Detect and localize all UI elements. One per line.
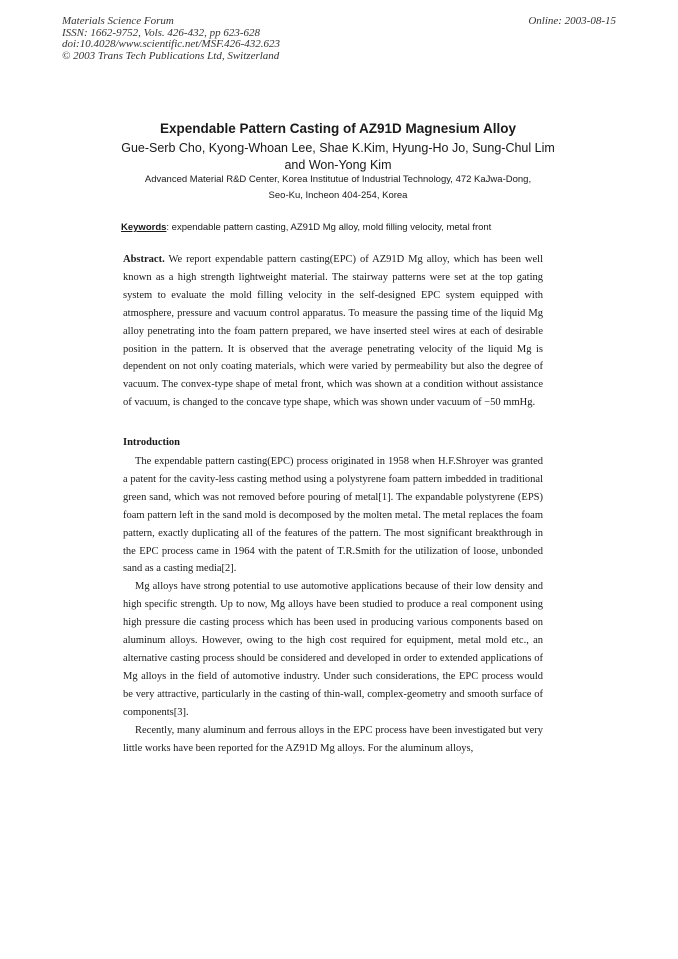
paragraph: The expendable pattern casting(EPC) process originated in 1958 when H.F.Shroyer was granted a patent for the cavity-less casting method using a polystyrene foam pattern imbedded in traditional green sand, which was not removed before pouring of metal[1]. The expandable polystyrene (EPS) foam pattern left in the sand mold is decomposed by the molten metal. The metal replaces the foam pattern, exactly duplicating all of the features of the pattern. The most significant breakthrough in the EPC process came in 1964 with the patent of T.R.Smith for the utilization of loose, unbonded sand as a casting media[2].	[123, 456, 543, 575]
doi-line: doi:10.4028/www.scientific.net/MSF.426-432.623	[62, 38, 281, 50]
affiliation-line-1: Advanced Material R&D Center, Korea Institutue of Industrial Technology, 472 KaJwa-Dong,	[144, 174, 532, 185]
paper-title: Expendable Pattern Casting of AZ91D Magnesium Alloy	[159, 121, 517, 136]
affiliation	[118, 172, 558, 204]
abstract	[123, 251, 543, 412]
online-date: Online: 2003-08-15	[528, 15, 616, 27]
paragraph: Mg alloys have strong potential to use automotive applications because of their low density and high specific strength. Up to now, Mg alloys have been studied to produce a real component using high pressure die casting process which has been used in producing various components based on aluminum alloys. However, owing to the high cost required for equipment, metal mold etc., an alternative casting process should be considered and developed in order to extended applications of Mg alloys in the field of automotive industry. Under such considerations, the EPC process would be very attractive, particularly in the casting of thin-wall, complex-geometry and smooth surface of components[3].	[123, 581, 543, 718]
keywords-text: : expendable pattern casting, AZ91D Mg alloy, mold filling velocity, metal front	[166, 222, 492, 233]
affiliation-line-2: Seo-Ku, Incheon 404-254, Korea	[268, 190, 408, 201]
journal-name: Materials Science Forum	[62, 15, 174, 27]
introduction-body	[123, 453, 543, 757]
abstract-text: We report expendable pattern casting(EPC) of AZ91D Mg alloy, which has been well known as a high strength lightweight material. The stairway patterns were set at the top gating system to evaluate the mold filling velocity in the self-designed EPC system equipped with atmosphere, pressure and vacuum control apparatus. To measure the passing time of the liquid Mg alloy penetrating into the foam pattern prepared, we have inserted steel wires at each of desirable position in the pattern. It is observed that the average penetrating velocity of the liquid Mg is dependent on not only coating materials, which were varied by permeability but also the degree of vacuum. The convex-type shape of metal front, which was shown at a condition without assistance of vacuum, is changed to the concave type shape, which was shown under vacuum of −50 mmHg.	[123, 254, 543, 409]
paragraph: Recently, many aluminum and ferrous alloys in the EPC process have been investigated but very little works have been reported for the AZ91D Mg alloys. For the aluminum alloys,	[123, 724, 543, 754]
copyright-line: © 2003 Trans Tech Publications Ltd, Switzerland	[62, 49, 280, 62]
issn-line: ISSN: 1662-9752, Vols. 426-432, pp 623-628	[62, 26, 260, 39]
abstract-label: Abstract.	[123, 254, 165, 265]
keywords-label: Keywords	[121, 222, 167, 233]
author-list: Gue-Serb Cho, Kyong-Whoan Lee, Shae K.Kim, Hyung-Ho Jo, Sung-Chul Lim and Won-Yong Kim	[121, 141, 555, 172]
journal-header	[62, 16, 280, 62]
section-heading-introduction: Introduction	[123, 437, 180, 448]
keywords	[121, 222, 551, 233]
